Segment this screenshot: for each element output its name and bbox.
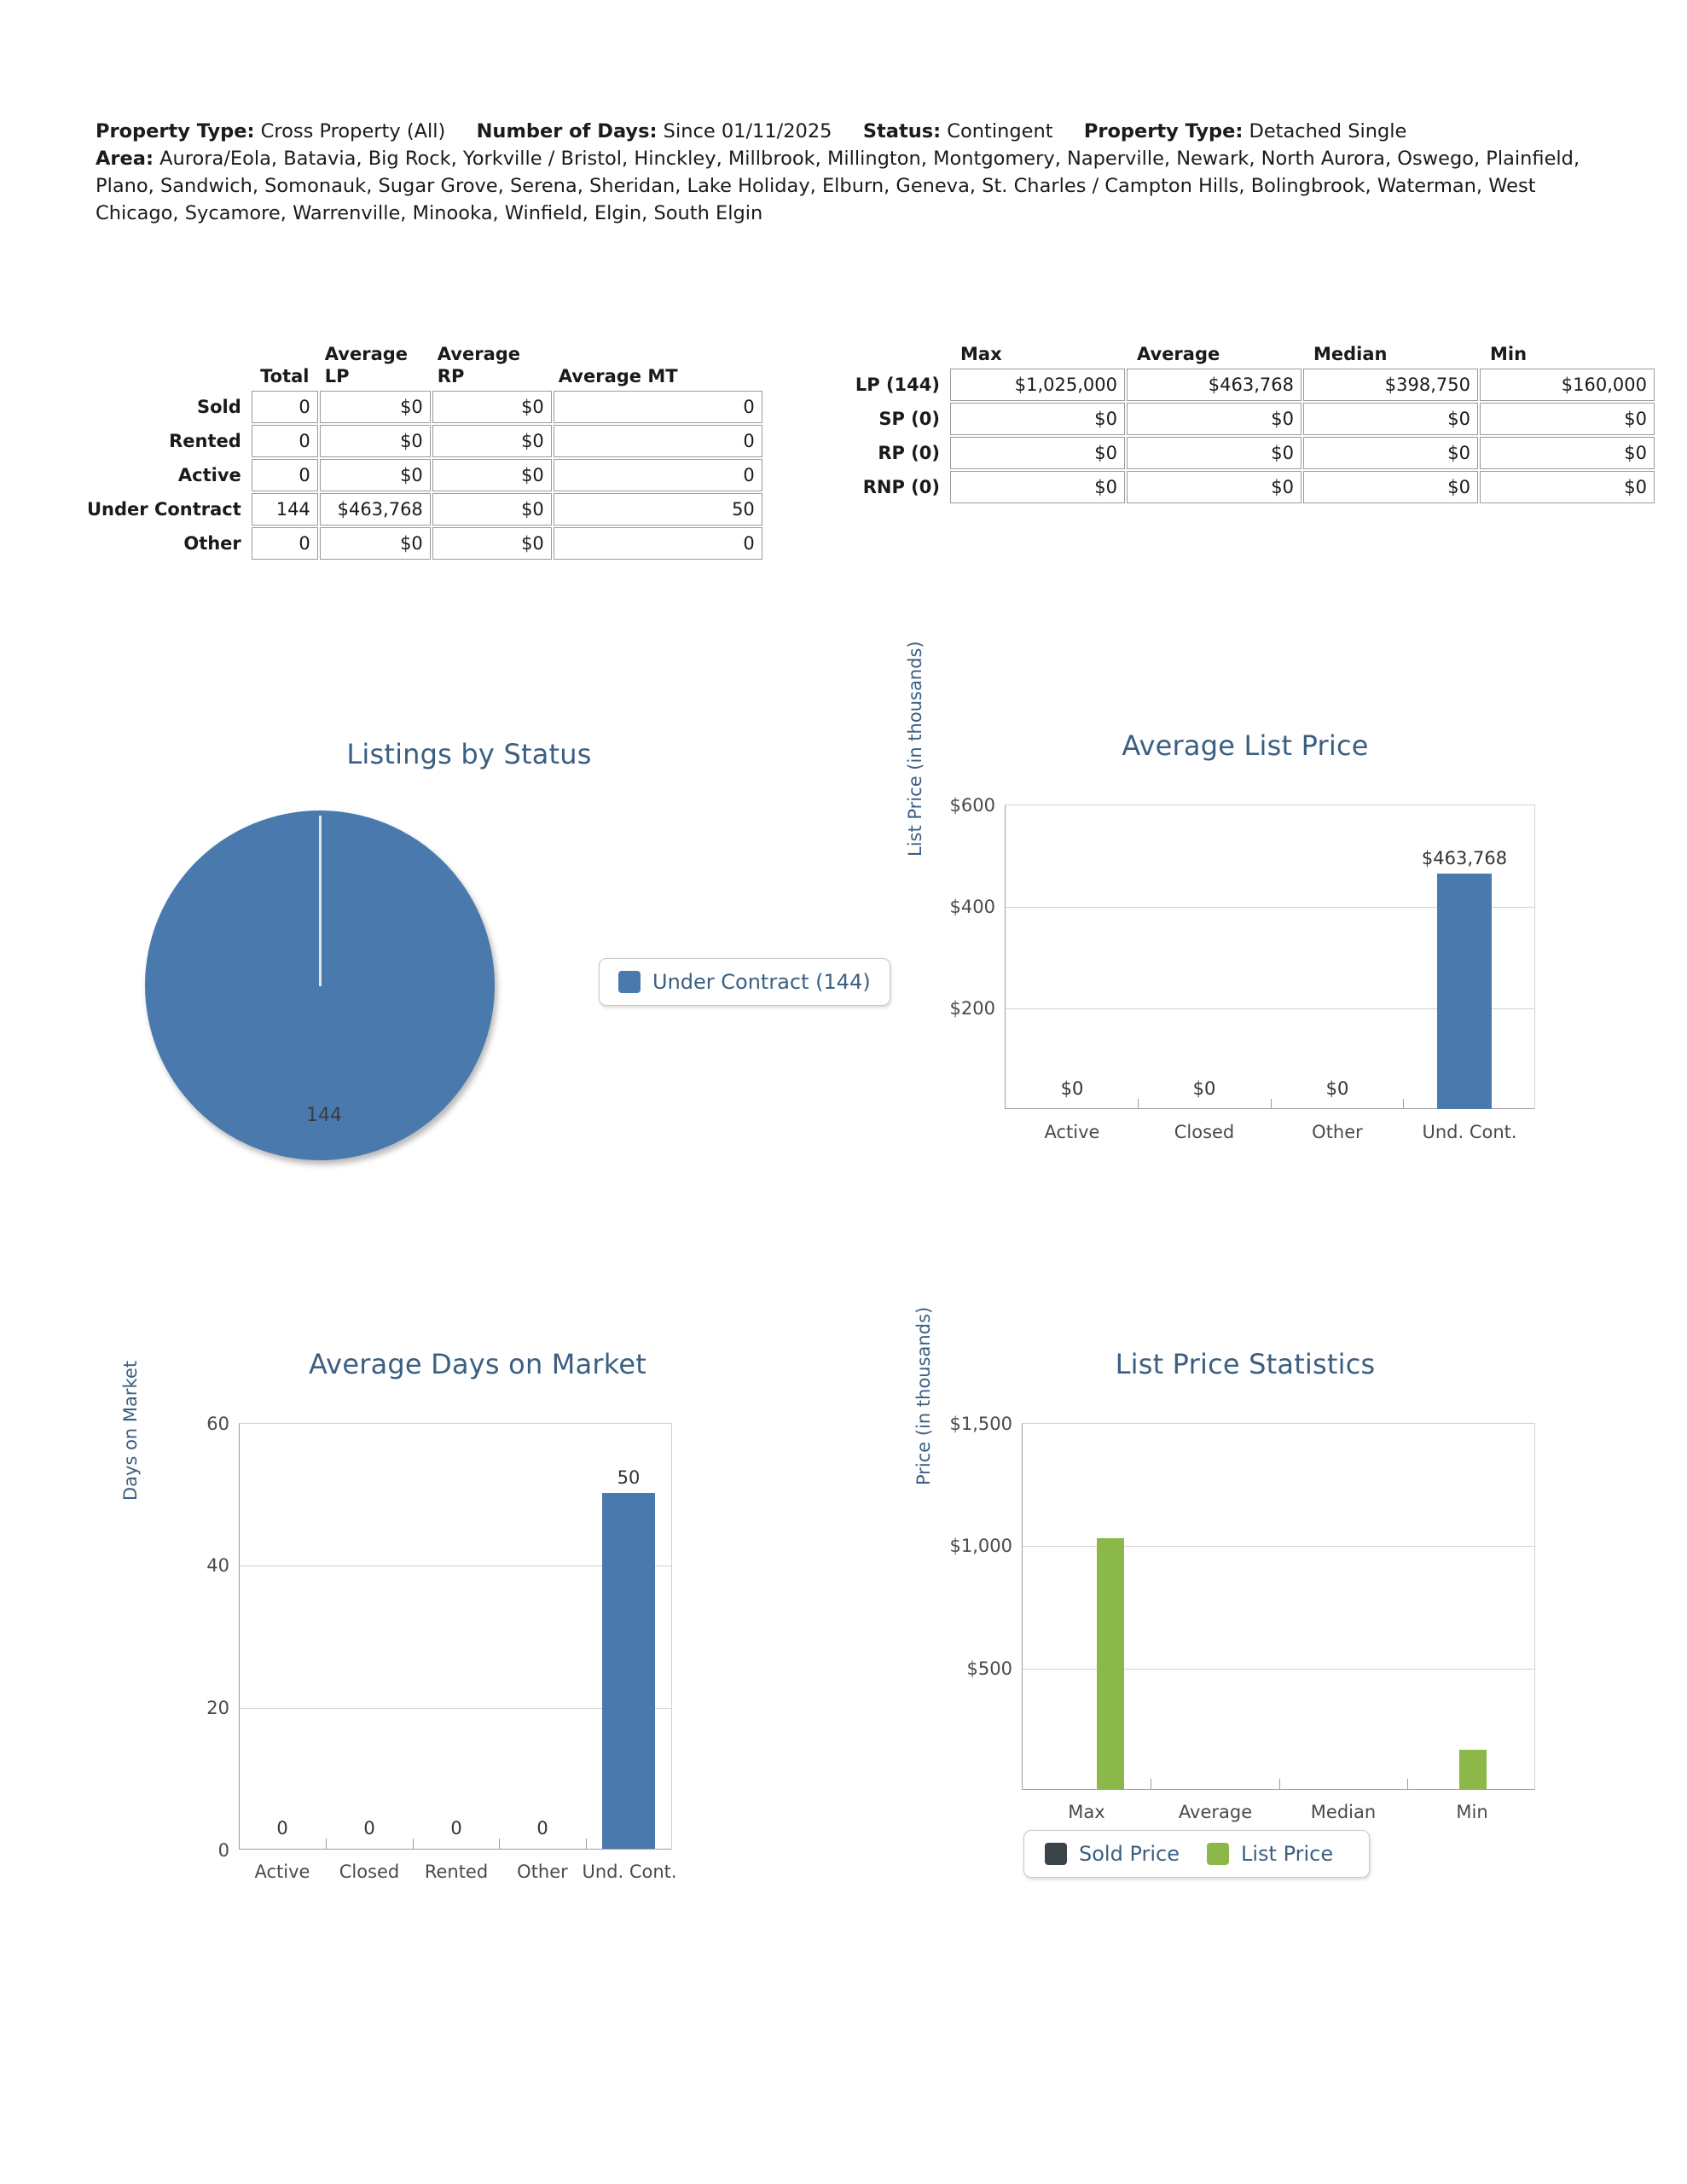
x-tick-closed: Closed: [1174, 1122, 1235, 1142]
column-header-average-lp: Average LP: [324, 344, 409, 386]
cell-rented-total: 0: [252, 425, 318, 457]
y-tick-0: 0: [217, 1840, 229, 1861]
chart-title: Average Days on Market: [308, 1348, 647, 1380]
corner-cell: [838, 343, 948, 367]
report-criteria: [96, 118, 1622, 227]
column-header-total: Total: [260, 366, 310, 386]
x-tick-average: Average: [1178, 1802, 1253, 1822]
table-row: [838, 403, 1655, 435]
column-header-average: Average: [1137, 344, 1220, 364]
status-summary-table: [85, 341, 764, 561]
legend-swatch-sold-price: [1045, 1843, 1067, 1865]
y-axis-label: List Price (in thousands): [905, 641, 925, 857]
chart-average-list-price: [853, 641, 1638, 1310]
row-label-lp: LP (144): [855, 375, 940, 395]
table-row: [87, 493, 762, 526]
cell-rented-avg-mt: 0: [554, 425, 762, 457]
y-tick-400: $400: [949, 897, 995, 917]
x-tick-active: Active: [254, 1862, 310, 1882]
column-header-average-mt: Average MT: [558, 366, 678, 386]
row-label-active: Active: [177, 465, 241, 485]
cell-lp-median: $398,750: [1303, 369, 1478, 401]
cell-sold-avg-lp: $0: [320, 391, 431, 423]
cell-under-contract-avg-lp: $463,768: [320, 493, 431, 526]
bar-value-und-cont: $463,768: [1421, 848, 1508, 868]
row-label-rented: Rented: [169, 431, 241, 451]
x-tick-other: Other: [517, 1862, 568, 1882]
row-label-rnp: RNP (0): [862, 477, 940, 497]
cell-active-avg-mt: 0: [554, 459, 762, 491]
cell-sold-avg-rp: $0: [432, 391, 552, 423]
y-tick-40: 40: [206, 1555, 229, 1576]
chart-average-days-on-market: [94, 1348, 861, 1945]
corner-cell: [87, 343, 250, 389]
table-header-row: [87, 343, 762, 389]
pie-slice-label: 144: [306, 1105, 342, 1126]
row-label-sold: Sold: [197, 397, 241, 417]
row-label-sp: SP (0): [878, 409, 940, 429]
chart-listings-by-status: [94, 729, 871, 1258]
cell-sold-avg-mt: 0: [554, 391, 762, 423]
x-tick-active: Active: [1044, 1122, 1100, 1142]
x-tick-und-cont: Und. Cont.: [1422, 1122, 1517, 1142]
chart-list-price-statistics: [853, 1306, 1638, 1945]
table-row: [87, 459, 762, 491]
criteria-status: [863, 120, 1059, 142]
cell-rnp-median: $0: [1303, 471, 1478, 503]
cell-lp-max: $1,025,000: [950, 369, 1125, 401]
criteria-property-type-2: [1084, 120, 1407, 142]
row-label-under-contract: Under Contract: [87, 499, 241, 520]
bar-list-price-min[interactable]: [1459, 1750, 1487, 1789]
price-statistics-table: [836, 341, 1656, 505]
criteria-value: Detached Single: [1249, 120, 1407, 142]
cell-lp-min: $160,000: [1480, 369, 1655, 401]
cell-rented-avg-rp: $0: [432, 425, 552, 457]
column-header-min: Min: [1490, 344, 1528, 364]
bar-value-active: $0: [1060, 1078, 1084, 1099]
cell-other-avg-lp: $0: [320, 527, 431, 560]
criteria-area-value: Aurora/Eola, Batavia, Big Rock, Yorkville / Bristol, Hinckley, Millbrook, Millington, Montgomery, Naperville, Newark, North Aurora, Oswego, Plainfield, Plano, Sandwich, Somonauk, Sugar Grove, Serena, Sheridan, Lake Holiday, Elburn, Geneva, St. Charles / Campton Hills, Bolingbrook, Waterman, West Chicago, Sycamore, Warrenville, Minooka, Winfield, Elgin, South Elgin: [96, 148, 1580, 224]
cell-sp-average: $0: [1127, 403, 1301, 435]
table-row: [838, 471, 1655, 503]
x-axis-tick: [1271, 1099, 1272, 1109]
criteria-label: Property Type:: [96, 120, 255, 142]
x-axis-tick: [586, 1838, 587, 1849]
table-row: [87, 425, 762, 457]
y-tick-1000: $1,000: [949, 1536, 1012, 1556]
cell-rented-avg-lp: $0: [320, 425, 431, 457]
x-axis-tick: [1403, 1099, 1404, 1109]
x-axis-tick: [1138, 1099, 1139, 1109]
y-tick-500: $500: [966, 1658, 1012, 1679]
chart-title: Listings by Status: [346, 738, 592, 770]
x-tick-rented: Rented: [424, 1862, 489, 1882]
x-tick-max: Max: [1068, 1802, 1105, 1822]
y-tick-600: $600: [949, 795, 995, 816]
pie-slice-divider: [319, 816, 322, 986]
table-row: [838, 369, 1655, 401]
bar-value-other: $0: [1325, 1078, 1349, 1099]
cell-active-avg-rp: $0: [432, 459, 552, 491]
criteria-label: Number of Days:: [476, 120, 658, 142]
table-header-row: [838, 343, 1655, 367]
bar-list-price-max[interactable]: [1097, 1538, 1124, 1789]
cell-sp-min: $0: [1480, 403, 1655, 435]
criteria-area-label: Area:: [96, 148, 154, 170]
criteria-value: Since 01/11/2025: [663, 120, 832, 142]
cell-rnp-average: $0: [1127, 471, 1301, 503]
criteria-property-type-1: [96, 120, 451, 142]
table-row: [838, 437, 1655, 469]
criteria-value: Contingent: [947, 120, 1053, 142]
column-header-max: Max: [960, 344, 1002, 364]
x-tick-median: Median: [1310, 1802, 1377, 1822]
y-axis-label: Price (in thousands): [913, 1306, 934, 1485]
criteria-label: Status:: [862, 120, 942, 142]
cell-under-contract-avg-rp: $0: [432, 493, 552, 526]
bar-und-cont[interactable]: [1437, 874, 1492, 1109]
cell-rp-min: $0: [1480, 437, 1655, 469]
legend-label-sold-price: Sold Price: [1079, 1842, 1180, 1866]
criteria-number-of-days: [477, 120, 838, 142]
bar-legend: [1023, 1830, 1370, 1878]
pie-legend: [599, 958, 890, 1006]
criteria-label: Property Type:: [1083, 120, 1244, 142]
cell-sp-median: $0: [1303, 403, 1478, 435]
y-tick-20: 20: [206, 1698, 229, 1718]
cell-rp-median: $0: [1303, 437, 1478, 469]
y-tick-60: 60: [206, 1414, 229, 1434]
cell-rnp-max: $0: [950, 471, 1125, 503]
bar-value-und-cont: 50: [617, 1467, 641, 1488]
cell-sold-total: 0: [252, 391, 318, 423]
cell-active-avg-lp: $0: [320, 459, 431, 491]
bar-value-other: 0: [536, 1818, 548, 1838]
cell-other-avg-mt: 0: [554, 527, 762, 560]
table-row: [87, 527, 762, 560]
legend-swatch-list-price: [1207, 1843, 1229, 1865]
cell-other-avg-rp: $0: [432, 527, 552, 560]
cell-under-contract-avg-mt: 50: [554, 493, 762, 526]
x-axis-tick: [1407, 1779, 1408, 1789]
cell-active-total: 0: [252, 459, 318, 491]
cell-sp-max: $0: [950, 403, 1125, 435]
cell-lp-average: $463,768: [1127, 369, 1301, 401]
legend-swatch-under-contract: [618, 971, 641, 993]
criteria-value: Cross Property (All): [260, 120, 446, 142]
column-header-average-rp: Average RP: [437, 344, 521, 386]
bar-value-closed: $0: [1192, 1078, 1216, 1099]
legend-label-under-contract: Under Contract (144): [652, 970, 871, 994]
y-tick-1500: $1,500: [949, 1414, 1012, 1434]
y-tick-200: $200: [949, 998, 995, 1019]
chart-title: List Price Statistics: [1115, 1348, 1376, 1380]
cell-rp-max: $0: [950, 437, 1125, 469]
x-tick-closed: Closed: [339, 1862, 400, 1882]
x-axis-tick: [1279, 1779, 1280, 1789]
cell-rnp-min: $0: [1480, 471, 1655, 503]
cell-rp-average: $0: [1127, 437, 1301, 469]
bar-value-rented: 0: [450, 1818, 462, 1838]
x-axis-tick: [326, 1838, 327, 1849]
table-row: [87, 391, 762, 423]
bar-und-cont[interactable]: [602, 1493, 655, 1849]
x-tick-und-cont: Und. Cont.: [582, 1862, 677, 1882]
legend-label-list-price: List Price: [1241, 1842, 1334, 1866]
cell-under-contract-total: 144: [252, 493, 318, 526]
x-axis-tick: [413, 1838, 414, 1849]
column-header-median: Median: [1313, 344, 1388, 364]
x-tick-min: Min: [1456, 1802, 1488, 1822]
row-label-rp: RP (0): [878, 443, 940, 463]
x-tick-other: Other: [1312, 1122, 1363, 1142]
bar-value-active: 0: [276, 1818, 288, 1838]
pie-area: [145, 810, 503, 1169]
row-label-other: Other: [183, 533, 241, 554]
chart-title: Average List Price: [1122, 729, 1369, 762]
x-axis-tick: [499, 1838, 500, 1849]
bar-value-closed: 0: [363, 1818, 375, 1838]
y-axis-label: Days on Market: [120, 1360, 141, 1501]
cell-other-total: 0: [252, 527, 318, 560]
